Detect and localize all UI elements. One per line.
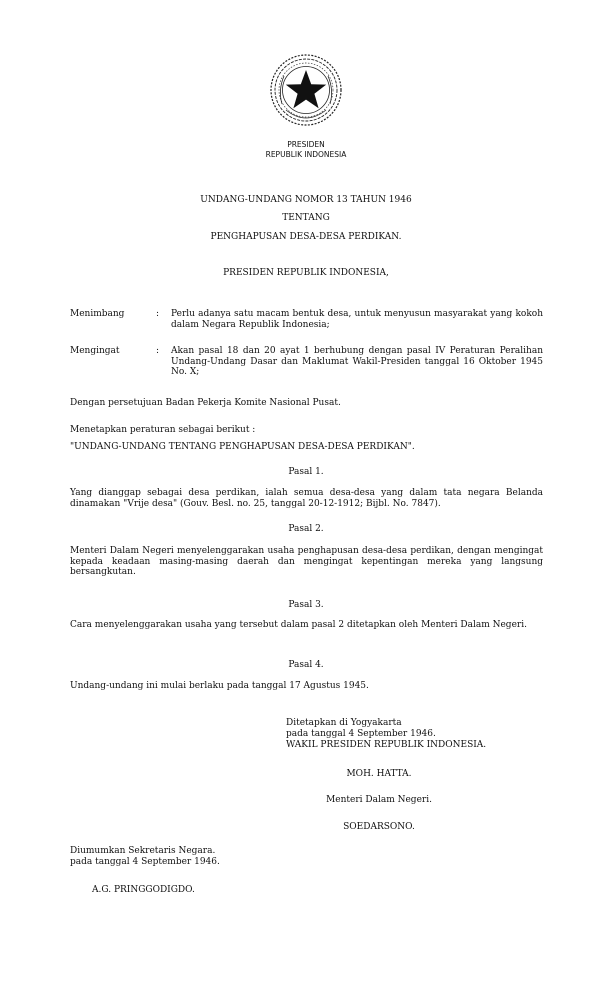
menimbang-label: Menimbang [70, 309, 125, 319]
minister-name: SOEDARSONO. [343, 822, 415, 832]
header-line-republik: REPUBLIK INDONESIA [265, 150, 347, 159]
pasal-4-text: Undang-undang ini mulai berlaku pada tanggal 17 Agustus 1945. [70, 681, 369, 691]
title-law-number: UNDANG-UNDANG NOMOR 13 TAHUN 1946 [200, 195, 412, 205]
pasal-2-text: Menteri Dalam Negeri menyelenggarakan usaha penghapusan desa-desa perdikan, dengan mengingat kepada keadaan masing-masing daerah dan mengingat kepentingan mereka yang langsung bersangkutan. [70, 546, 543, 577]
pasal-2-heading: Pasal 2. [288, 524, 324, 534]
minister-title: Menteri Dalam Negeri. [326, 795, 432, 805]
pasal-1-text: Yang dianggap sebagai desa perdikan, ialah semua desa-desa yang dalam tata negara Belanda dinamakan "Vrije desa" (Gouv. Besl. no. 25, tanggal 20-12-1912; Bijbl. No. 7847). [70, 488, 543, 509]
pasal-1-heading: Pasal 1. [288, 467, 324, 477]
pasal-4-heading: Pasal 4. [288, 660, 324, 670]
secretary-name: A.G. PRINGGODIGDO. [92, 885, 195, 895]
issuer-line: PRESIDEN REPUBLIK INDONESIA, [223, 268, 389, 278]
signatory-name: MOH. HATTA. [346, 769, 412, 779]
signature-office: WAKIL PRESIDEN REPUBLIK INDONESIA. [286, 740, 487, 750]
menimbang-text: Perlu adanya satu macam bentuk desa, untuk menyusun masyarakat yang kokoh dalam Negara Republik Indonesia; [171, 309, 543, 330]
approval-line: Dengan persetujuan Badan Pekerja Komite Nasional Pusat. [70, 398, 341, 408]
menimbang-colon: : [156, 309, 160, 319]
promulgation-date: pada tanggal 4 September 1946. [70, 857, 220, 867]
presidential-seal-icon [268, 52, 344, 128]
enactment-title: "UNDANG-UNDANG TENTANG PENGHAPUSAN DESA-DESA PERDIKAN". [70, 442, 415, 452]
pasal-3-text: Cara menyelenggarakan usaha yang tersebut dalam pasal 2 ditetapkan oleh Menteri Dalam Negeri. [70, 620, 527, 630]
enactment-line: Menetapkan peraturan sebagai berikut : [70, 425, 256, 435]
title-tentang: TENTANG [282, 213, 330, 223]
mengingat-label: Mengingat [70, 346, 120, 356]
header-line-presiden: PRESIDEN [287, 140, 325, 149]
signature-place: Ditetapkan di Yogyakarta [286, 718, 402, 728]
signature-date: pada tanggal 4 September 1946. [286, 729, 436, 739]
pasal-3-heading: Pasal 3. [288, 600, 324, 610]
title-subject: PENGHAPUSAN DESA-DESA PERDIKAN. [210, 232, 402, 242]
mengingat-colon: : [156, 346, 160, 356]
mengingat-text: Akan pasal 18 dan 20 ayat 1 berhubung dengan pasal IV Peraturan Peralihan Undang-Undang Dasar dan Maklumat Wakil-Presiden tanggal 16 Oktober 1945 No. X; [171, 346, 543, 377]
promulgation-line: Diumumkan Sekretaris Negara. [70, 846, 216, 856]
